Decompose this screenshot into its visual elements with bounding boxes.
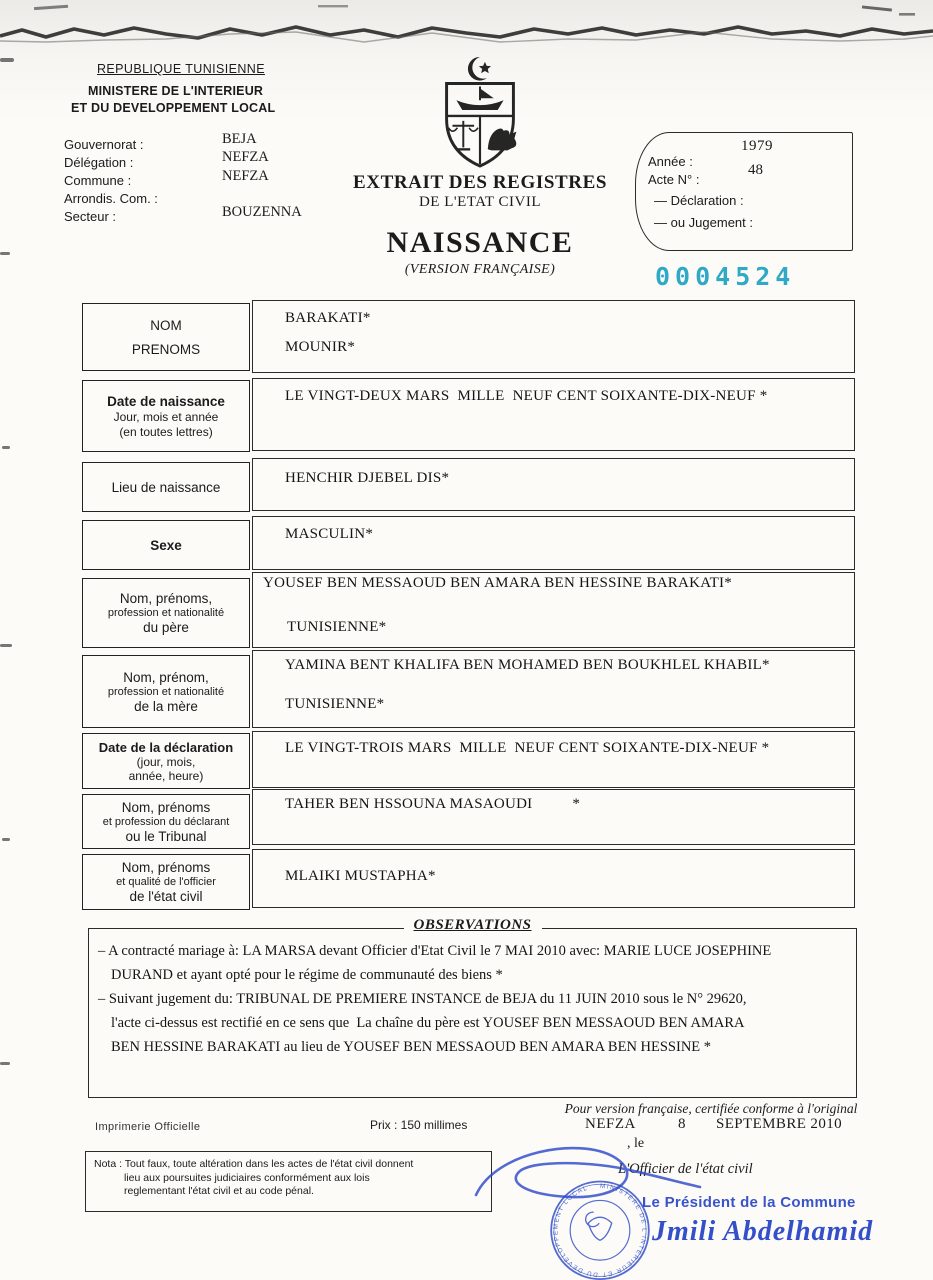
nota-line: Nota : Tout faux, toute altération dans les actes de l'état civil donnent [94,1158,414,1170]
document-title-line2: DE L'ETAT CIVIL [418,194,542,210]
value-line: TUNISIENNE* [285,696,385,712]
label-line: profession et nationalité [107,607,225,619]
label-line: et profession du déclarant [102,815,230,828]
document-type-title: NAISSANCE [386,226,574,259]
secteur-label: Secteur : [64,209,117,224]
label-line: Nom, prénom, [123,669,209,685]
field-label-mere [82,655,250,728]
president-title: Le Président de la Commune [642,1194,856,1211]
field-value-date-naissance [252,378,855,451]
commune-value: NEFZA [222,168,269,184]
label-line: et qualité de l'officier [116,876,216,888]
label-line: Sexe [150,537,182,553]
delegation-label: Délégation : [64,155,134,170]
field-label-date-declaration [82,733,250,789]
date-day: 8 [678,1116,686,1132]
secteur-value: BOUZENNA [222,204,302,220]
scan-artifact [0,252,10,255]
field-value-date-declaration [252,731,855,788]
label-line: profession et nationalité [107,685,225,698]
stamp-ring-text: MINISTERE DE L'INTERIEUR ET DU DEVELOPPEMENT LOCAL [552,1182,648,1278]
value-line: TUNISIENNE* [287,619,387,635]
value-line: YAMINA BENT KHALIFA BEN MOHAMED BEN BOUKHLEL KHABIL* [285,657,770,673]
value-line: TAHER BEN HSSOUNA MASAOUDI * [285,796,581,812]
imprimerie-label: Imprimerie Officielle [95,1121,201,1133]
date-place: NEFZA [585,1116,636,1132]
acte-number-box [635,132,853,251]
observation-line: l'acte ci-dessus est rectifié en ce sens que La chaîne du père est YOUSEF BEN MESSAOUD BEN AMARA [111,1015,745,1031]
gouvernorat-value: BEJA [222,131,257,147]
acte-number-label: Acte N° : [648,172,700,187]
nota-box [85,1151,492,1212]
certified-note: Pour version française, certifiée conforme à l'original [564,1101,858,1116]
label-line: NOM [150,317,182,333]
gouvernorat-label: Gouvernorat : [64,137,144,152]
label-line: Nom, prénoms, [119,591,213,606]
tunisia-coat-of-arms [432,56,528,170]
value-line: LE VINGT-TROIS MARS MILLE NEUF CENT SOIXANTE-DIX-NEUF * [285,740,770,756]
value-line: LE VINGT-DEUX MARS MILLE NEUF CENT SOIXANTE-DIX-NEUF * [285,388,768,404]
observations-box [88,917,857,1098]
declaration-label: — Déclaration : [654,193,744,208]
observation-line: BEN HESSINE BARAKATI au lieu de YOUSEF BEN MESSAOUD BEN AMARA BEN HESSINE * [111,1039,712,1055]
scan-artifact [2,838,10,841]
label-line: de l'état civil [129,889,203,904]
label-line: du père [143,620,189,635]
year-value: 1979 [741,138,773,154]
field-value-mere [252,650,855,728]
value-line: MOUNIR* [285,339,356,355]
label-line: Date de la déclaration [98,739,234,755]
label-line: (jour, mois, [136,754,196,769]
commune-label: Commune : [64,173,132,188]
torn-paper-edge [0,0,933,52]
field-value-pere [252,572,855,648]
label-line: Nom, prénoms [121,799,211,815]
scan-artifact [0,644,12,647]
value-line: BARAKATI* [285,310,371,326]
field-label-nom-prenoms [82,303,250,371]
value-line: MASCULIN* [285,526,374,542]
date-le: , le [627,1136,645,1151]
label-line: Lieu de naissance [111,479,221,495]
observation-line: DURAND et ayant opté pour le régime de communauté des biens * [111,967,503,983]
nota-line: lieu aux poursuites judiciaires conformément aux lois [124,1171,370,1184]
label-line: Date de naissance [107,393,225,409]
label-line: PRENOMS [131,341,201,357]
observation-line: – Suivant jugement du: TRIBUNAL DE PREMIERE INSTANCE de BEJA du 11 JUIN 2010 sous le N° 29620, [98,991,747,1007]
field-value-nom-prenoms [252,300,855,373]
date-month-year: SEPTEMBRE 2010 [716,1116,843,1132]
field-label-lieu-naissance [82,462,250,512]
svg-text:MINISTERE DE L'INTERIEUR ET DU [552,1183,647,1278]
field-value-officier [252,849,855,908]
ministry-line2: ET DU DEVELOPPEMENT LOCAL [71,101,276,115]
observation-line: – A contracté mariage à: LA MARSA devant Officier d'Etat Civil le 7 MAI 2010 avec: MARIE LUCE JOSEPHINE [98,943,772,959]
field-label-declarant [82,794,250,849]
version-note: (VERSION FRANÇAISE) [404,262,556,277]
label-line: Jour, mois et année [113,409,219,424]
prix-label: Prix : 150 millimes [370,1118,468,1132]
scan-artifact [2,446,10,449]
field-value-declarant [252,789,855,845]
arrondis-label: Arrondis. Com. : [64,191,158,206]
field-label-pere [82,578,250,648]
jugement-label: — ou Jugement : [654,215,753,230]
label-line: Nom, prénoms [121,860,211,875]
label-line: ou le Tribunal [125,828,207,844]
value-line: HENCHIR DJEBEL DIS* [285,470,450,486]
delegation-value: NEFZA [222,149,269,165]
label-line: (en toutes lettres) [119,424,213,439]
ministry-line1: MINISTERE DE L'INTERIEUR [88,84,264,98]
republic-title: REPUBLIQUE TUNISIENNE [97,62,265,76]
scan-artifact [0,58,14,62]
field-label-sexe [82,520,250,570]
label-line: de la mère [134,698,198,714]
field-value-lieu-naissance [252,458,855,511]
scan-artifact [0,1062,10,1065]
year-label: Année : [648,154,693,169]
acte-number-value: 48 [748,162,763,178]
field-label-date-naissance [82,380,250,452]
observations-title: OBSERVATIONS [404,917,542,934]
field-label-officier [82,854,250,910]
value-line: MLAIKI MUSTAPHA* [285,868,436,884]
president-signature-name: Jmili Abdelhamid [652,1216,874,1247]
label-line: année, heure) [128,768,204,783]
officer-signature-title: L'Officier de l'état civil [618,1161,753,1177]
nota-line: reglementant l'état civil et au code pénal. [124,1185,314,1197]
document-title-line1: EXTRAIT DES REGISTRES [352,172,608,193]
field-value-sexe [252,516,855,570]
serial-number: 0004524 [655,262,796,291]
value-line: YOUSEF BEN MESSAOUD BEN AMARA BEN HESSINE BARAKATI* [263,575,733,591]
